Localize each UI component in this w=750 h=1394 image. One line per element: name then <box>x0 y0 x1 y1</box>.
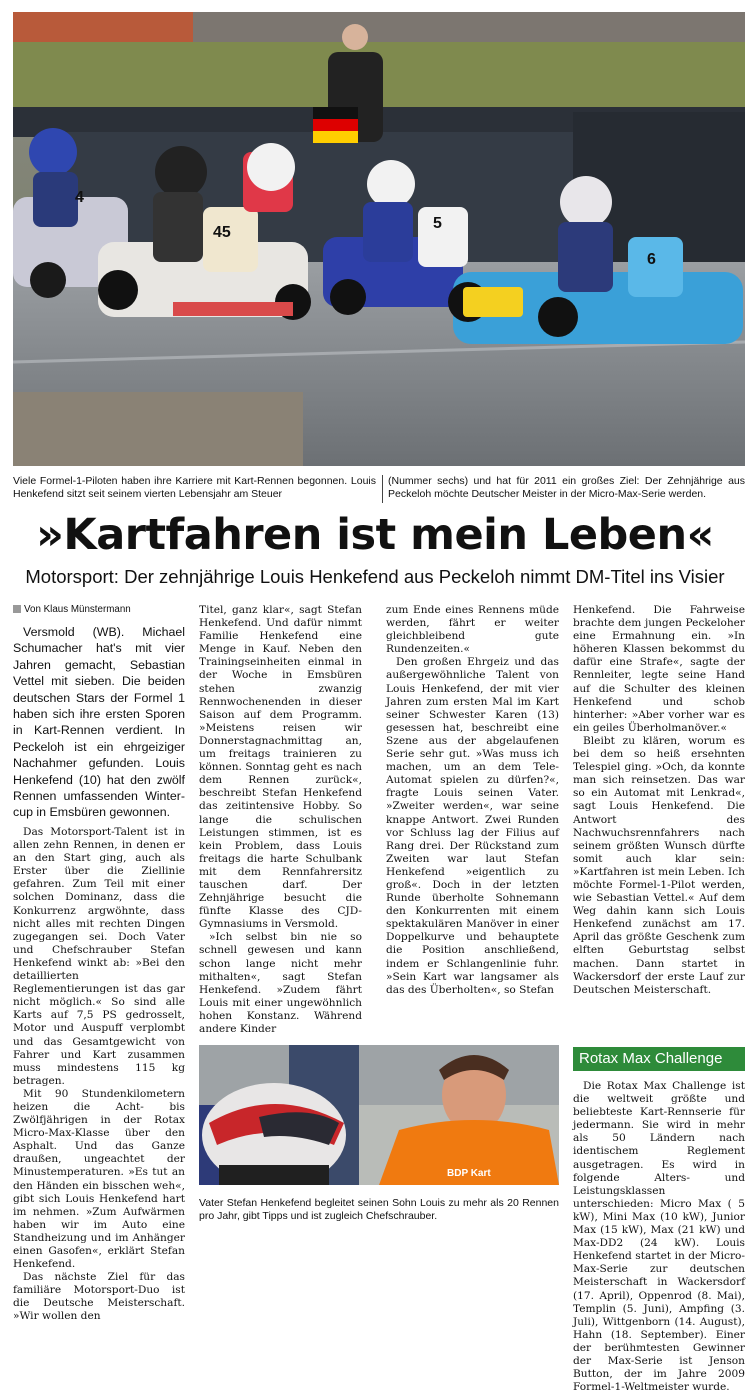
byline <box>13 604 131 615</box>
info-box-title: Rotax Max Challenge <box>573 1047 745 1071</box>
col1-paragraph: Das nächste Ziel für das familiäre Motorsport-Duo ist die Deutsche Meisterschaft. »Wir wollen den <box>13 1271 185 1323</box>
col4-paragraph: Bleibt zu klären, worum es bei dem so heiß ersehnten Telespiel ging. »Och, da konnte man sich reinsetzen. Das war so ein Automat mit Lenkrad«, sagt Louis Henkefend. Die Antwort des Nachwuchsrennfahrers nach seinem größten Wunsch dürfte somit auch klar sein: »Kartfahren ist mein Leben. Ich möchte Formel-1-Pilot werden, wie Sebastian Vettel.« Auf dem Weg dahin kann sich Louis Henkefend zunächst am 17. April das größte Geschenk zum elften Geburtstag selbst machen. Dann startet in Wackersdorf der erste Lauf zur Deutschen Meisterschaft. <box>573 734 745 996</box>
kart-number-6: 6 <box>647 251 656 268</box>
column-2 <box>199 604 362 1036</box>
caption-top-left: Viele Formel-1-Piloten haben ihre Karriere mit Kart-Rennen begonnen. Louis Henkefend sitzt seit seinem vierten Lebensjahr am Steuer <box>13 475 376 500</box>
column-3 <box>386 604 559 997</box>
col3-paragraph: Den großen Ehrgeiz und das außergewöhnliche Talent von Louis Henkefend, der mit vier Jahren zum ersten Mal im Kart seiner Schwester Karen (13) gesessen hat, beschreibt eine Szene aus der abgelaufenen Serie sehr gut. »Was muss ich machen, um an dem Tele-Automat spielen zu dürfen?«, fragte Louis seinen Vater. »Zweiter werden«, war seine knappe Antwort. Zwei Runden vor Schluss lag der Filius auf Rang drei. Der Rückstand zum Zweiten war laut Stefan Henkefend »eigentlich zu groß«. Doch in der letzten Runde überholte Sohnemann den Konkurrenten mit einem spektakulären Manöver in einer Doppelkurve und behauptete die Position anschließend, indem er Schlangenlinie fuhr. »Sein Kart war langsamer als das des Überholten«, so Stefan <box>386 656 559 996</box>
caption-divider <box>382 475 383 503</box>
headline: »Kartfahren ist mein Leben« <box>36 510 714 560</box>
info-box-text: Die Rotax Max Challenge ist die weltweit größte und beliebteste Kart-Rennserie für jedermann. Sie wird in mehr als 50 Ländern nach identischem Reglement ausgetragen. Es wird in folgende Alters- und Leistungsklassen unterschieden: Micro Max ( 5 kW), Mini Max (10 kW), Junior Max (15 kW), Max (21 kW) und Max-DD2 (24 kW). Louis Henkefend startet in der Micro-Max-Serie zur deutschen Meisterschaft in Wackersdorf (17. April), Oppenrod (8. Mai), Templin (5. Juni), Ampfing (3. Juli), Wittgenborn (14. August), Hahn (18. September). Einer der berühmtesten Gewinner der Max-Serie ist Jenson Button, der im Jahre 2009 Formel-1-Weltmeister wurde. <box>573 1080 745 1394</box>
jacket-logo-text: BDP Kart <box>447 1168 491 1179</box>
col2-paragraph: »Ich selbst bin nie so schnell gewesen und kann schon lange nicht mehr mithalten«, sagt Stefan Henkefend. »Zudem fährt Louis mit einer ungewöhnlich hohen Konstanz. Während andere Kinder <box>199 931 362 1035</box>
photo-bottom <box>199 1045 559 1185</box>
subheadline: Motorsport: Der zehnjährige Louis Henkefend aus Peckeloh nimmt DM-Titel ins Visier <box>25 566 725 587</box>
byline-text: Von Klaus Münstermann <box>24 604 131 615</box>
column-1 <box>13 826 185 1324</box>
kart-race-illustration <box>13 12 745 466</box>
col1-paragraph: Mit 90 Stundenkilometern heizen die Acht- bis Zwölfjährigen in der Rotax Micro-Max-Klasse über den Asphalt. Und das Ganze draußen, ungeachtet der Minustemperaturen. »Es tut an den Händen ein bisschen weh«, gibt sich Louis Henkefend hart im nehmen. »Zum Aufwärmen haben wir im Auto eine Standheizung und im Anhänger einen Gasofen«, erklärt Stefan Henkefend. <box>13 1087 185 1271</box>
kart-number-45: 45 <box>213 224 231 241</box>
col3-paragraph: zum Ende eines Rennens müde werden, fährt er weiter gleichbleibend gute Rundenzeiten.« <box>386 604 559 656</box>
kart-helmet <box>202 1083 346 1185</box>
billboard <box>13 12 193 42</box>
father-son-illustration <box>199 1045 559 1185</box>
german-flag <box>313 107 358 119</box>
kart-number-5: 5 <box>433 215 442 232</box>
column-4 <box>573 604 745 997</box>
caption-bottom: Vater Stefan Henkefend begleitet seinen Sohn Louis zu mehr als 20 Rennen pro Jahr, gibt Tipps und ist zugleich Chefschrauber. <box>199 1197 559 1222</box>
caption-top-right: (Nummer sechs) und hat für 2011 ein großes Ziel: Der Zehnjährige aus Peckeloh möchte Deutscher Meister in der Micro-Max-Serie werden. <box>388 475 745 500</box>
col1-paragraph: Das Motorsport-Talent ist in allen zehn Rennen, in denen er an den Start ging, auch als Erster über die Ziellinie gefahren. Zum Teil mit einer solchen Dominanz, dass die Konkurrenz argwöhnte, dass nicht alles mit rechten Dingen zugegangen sei. Doch Vater und Chefschrauber Stefan Henkefend winkt ab: »Bei den detaillierten Reglementierungen ist das gar nicht möglich.« So sind alle Karts auf 7,5 PS gedrosselt, Motor und Auspuff verplombt und das Gesamtgewicht von Fahrer und Kart zusammen muss mindestens 115 kg betragen. <box>13 826 185 1087</box>
col2-paragraph: Titel, ganz klar«, sagt Stefan Henkefend. Und dafür nimmt Familie Henkefend eine Menge in Kauf. Neben den Trainingseinheiten einmal in der Woche in Emsbüren stehen zwanzig Rennwochenenden in dieser Saison auf dem Programm. »Meistens reisen wir Donnerstagnachmittag an, um freitags trainieren zu können. Sonntag geht es nach dem Rennen zurück«, beschreibt Stefan Henkefend das zeitintensive Hobby. So lange die schulischen Leistungen stimmen, ist es kein Problem, dass Louis freitags die harte Schulbank mit dem Rennfahrersitz tauschen darf. Der Zehnjährige besucht die fünfte Klasse des CJD-Gymnasiums in Versmold. <box>199 604 362 931</box>
kart-number-4: 4 <box>75 189 84 206</box>
lead-paragraph: Versmold (WB). Michael Schumacher hat's mit vier Jahren gemacht, Sebastian Vettel mit sieben. Die beiden deutschen Stars der Formel 1 haben sich ihre ersten Sporen in Kart-Rennen verdient. In Peckeloh ist ein ehrgeiziger Nachahmer gefunden. Louis Henkefend (10) hat den zwölf Rennen umfassenden Winter-cup in Emsbüren gewonnen. <box>13 625 185 820</box>
byline-square-icon <box>13 605 21 613</box>
photo-top <box>13 12 745 466</box>
col4-paragraph: Henkefend. Die Fahrweise brachte dem jungen Peckeloher eine Ermahnung ein. »In höheren Klassen bekommst du dafür eine Strafe«, sagte der Rennleiter, legte seine Hand auf die Schulter des kleinen Henkefend und schob hinterher: »Aber vorher war es ein geiles Überholmanöver.« <box>573 604 745 734</box>
